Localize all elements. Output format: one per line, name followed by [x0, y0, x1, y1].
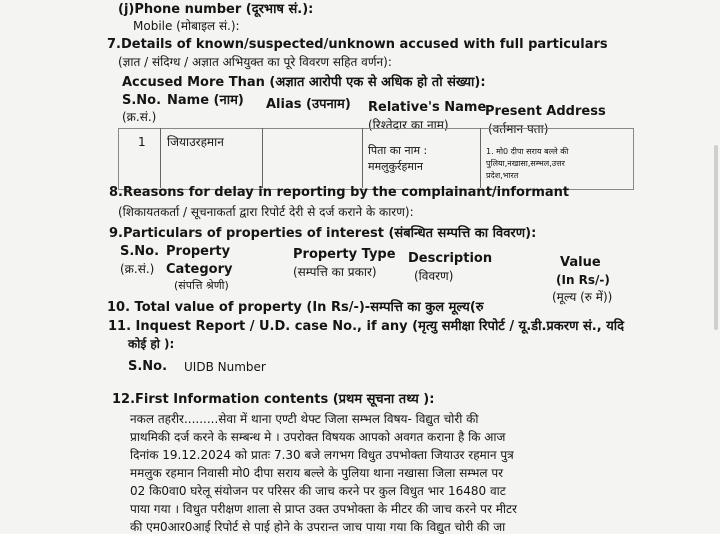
accused-row-address-2: पुलिया,नखासा,सम्भल,उत्तर [486, 159, 565, 168]
accused-relative-header: Relative's Name [368, 100, 487, 115]
property-value-header: Value [560, 255, 601, 270]
accused-relative-hi-header: (रिश्तेदार का नाम) [368, 118, 449, 132]
fir-content-line: प्राथमिकी दर्ज करने के सम्बन्ध मे । उपरोक्त विषयक आपको अवगत कराना है कि आज [130, 430, 506, 444]
accused-sno-hi-header: (क्र.सं.) [122, 110, 157, 124]
fir-content-line: 02 कि0वा0 घरेलू संयोजन पर परिसर की जाच करने पर कुल विधुत भार 16480 वाट [130, 484, 506, 498]
property-value-unit-header: (In Rs/-) [556, 273, 610, 287]
accused-row-relative-1: पिता का नाम : [368, 144, 428, 157]
mobile-label: Mobile (मोबाइल सं.): [133, 19, 240, 33]
section-7-subtitle: (ज्ञात / संदिग्ध / अज्ञात अभियुक्त का पूरे विवरण सहित वर्णन): [118, 55, 392, 69]
section-9-title: 9.Particulars of properties of interest (संबन्धित सम्पत्ति का विवरण): [109, 226, 537, 241]
section-10-total-value: 10. Total value of property (In Rs/-)-सम्पत्ति का कुल मूल्य(रु [107, 300, 484, 315]
accused-row-name: जियाउरहमान [167, 135, 224, 149]
fir-content-line: नकल तहरीर.........सेवा में थाना एण्टी थेफ्ट जिला सम्भल विषय- विद्युत चोरी की [130, 412, 479, 426]
uidb-sno-label: S.No. [128, 359, 168, 374]
accused-sno-header: S.No. [122, 93, 162, 108]
section-12-title: 12.First Information contents (प्रथम सूचना तथ्य ): [112, 392, 435, 407]
accused-table-divider [362, 128, 363, 188]
accused-name-header: Name (नाम) [167, 93, 244, 108]
fir-content-line: की एम0आर0आई रिपोर्ट से पाई होने के उपरान्त जाच पाया गया कि विद्युत चोरी की जा [130, 520, 506, 534]
fir-content-line: दिनांक 19.12.2024 को प्रातः 7.30 बजे लगभग विधुत उपभोक्ता जियाउर रहमान पुत्र [130, 448, 514, 462]
property-category-header: Category [166, 262, 233, 277]
property-category-hi-header: (संपत्ति श्रेणी) [174, 279, 229, 292]
fir-content-line: पाया गया । विधुत परीक्षण शाला से प्राप्त उक्त उपभोक्ता के मीटर की जाच करने पर मीटर [130, 502, 517, 516]
property-header: Property [166, 244, 231, 259]
accused-table-divider [480, 128, 481, 188]
section-7-title: 7.Details of known/suspected/unknown accused with full particulars [107, 37, 608, 52]
accused-table-divider [262, 128, 263, 188]
phone-label: (j)Phone number (दूरभाष सं.): [118, 2, 314, 17]
uidb-number-label: UIDB Number [184, 360, 266, 374]
fir-content-line: ममलुक रहमान निवासी मो0 दीपा सराय बल्ले के पुलिया थाना नखासा जिला सम्भल पर [130, 466, 504, 480]
property-value-hi-header: (मूल्य (रु में)) [552, 290, 613, 304]
accused-row-relative-2: ममलुकुर्रहमान [368, 160, 423, 173]
accused-address-hi-header: (वर्तमान पता) [488, 122, 549, 136]
accused-row-address-1: 1. मो0 दीपा सराय बल्ले की [486, 147, 569, 156]
accused-more-than-label: Accused More Than (अज्ञात आरोपी एक से अधिक हो तो संख्या): [122, 75, 486, 90]
section-8-title: 8.Reasons for delay in reporting by the complainant/informant [109, 185, 570, 200]
property-type-hi-header: (सम्पत्ति का प्रकार) [293, 265, 377, 279]
property-sno-hi-header: (क्र.सं.) [120, 262, 155, 276]
accused-alias-header: Alias (उपनाम) [266, 97, 351, 112]
accused-row-sno: 1 [138, 135, 146, 149]
accused-address-header: Present Address [485, 104, 606, 119]
property-description-header: Description [408, 251, 493, 266]
section-8-subtitle: (शिकायतकर्ता / सूचनाकर्ता द्वारा रिपोर्ट देरी से दर्ज कराने के कारण): [118, 205, 414, 219]
scrollbar[interactable] [714, 145, 718, 330]
property-sno-header: S.No. [120, 244, 160, 259]
section-11-continued: कोई हो ): [128, 337, 175, 351]
section-11-inquest: 11. Inquest Report / U.D. case No., if any (मृत्यु समीक्षा रिपोर्ट / यू.डी.प्रकरण सं., यदि [108, 319, 625, 334]
property-description-hi-header: (विवरण) [414, 269, 454, 283]
accused-row-address-3: प्रदेश,भारत [486, 171, 519, 180]
property-type-header: Property Type [293, 247, 396, 262]
accused-table-divider [160, 128, 161, 188]
